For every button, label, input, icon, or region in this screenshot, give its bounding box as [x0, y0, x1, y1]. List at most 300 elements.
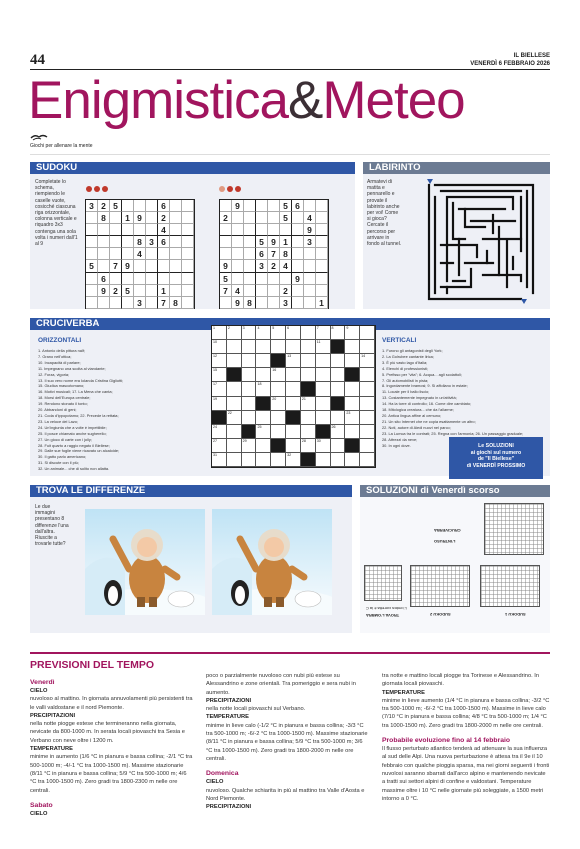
crossword-cell[interactable] [331, 411, 346, 425]
crossword-cell[interactable] [212, 354, 227, 368]
crossword-cell[interactable] [345, 382, 360, 396]
crossword-cell[interactable] [316, 382, 331, 396]
crossword-cell[interactable] [242, 411, 257, 425]
crossword-cell[interactable] [360, 453, 375, 467]
sudoku-cell[interactable] [256, 200, 268, 212]
sudoku-cell[interactable] [268, 200, 280, 212]
sudoku-grid-2[interactable] [219, 199, 329, 309]
sudoku-cell[interactable] [304, 273, 316, 285]
sudoku-cell[interactable] [316, 285, 328, 297]
sudoku-cell[interactable]: 9 [232, 200, 244, 212]
crossword-cell[interactable] [256, 340, 271, 354]
crossword-cell[interactable] [227, 411, 242, 425]
sudoku-cell[interactable] [268, 212, 280, 224]
sudoku-cell[interactable]: 2 [220, 212, 232, 224]
sudoku-cell[interactable]: 9 [98, 285, 110, 297]
sudoku-cell[interactable] [304, 297, 316, 309]
crossword-cell[interactable] [316, 453, 331, 467]
crossword-cell[interactable] [331, 354, 346, 368]
crossword-cell[interactable] [227, 354, 242, 368]
crossword-cell[interactable] [286, 340, 301, 354]
sudoku-cell[interactable] [122, 297, 134, 309]
crossword-cell[interactable] [256, 411, 271, 425]
sudoku-cell[interactable] [122, 236, 134, 248]
sudoku-cell[interactable] [182, 200, 194, 212]
crossword-cell[interactable] [360, 425, 375, 439]
crossword-number: 1 [213, 326, 215, 330]
sudoku-cell[interactable] [182, 212, 194, 224]
crossword-cell[interactable] [227, 453, 242, 467]
crossword-cell[interactable] [227, 326, 242, 340]
sudoku-cell[interactable]: 7 [110, 260, 122, 272]
crossword-cell[interactable] [286, 425, 301, 439]
sudoku-cell[interactable]: 3 [280, 297, 292, 309]
sudoku-cell[interactable]: 3 [304, 236, 316, 248]
sudoku-cell[interactable] [244, 236, 256, 248]
sudoku-cell[interactable]: 2 [110, 285, 122, 297]
sudoku-cell[interactable] [304, 200, 316, 212]
sudoku-cell[interactable] [110, 212, 122, 224]
clue-item: 32. Un animale... che di solito non allatta. [38, 466, 110, 472]
crossword-cell[interactable] [256, 326, 271, 340]
sudoku-cell[interactable] [86, 236, 98, 248]
crossword-cell[interactable] [271, 453, 286, 467]
sudoku-cell[interactable]: 1 [158, 285, 170, 297]
crossword-cell[interactable] [360, 411, 375, 425]
crossword-number: 15 [213, 368, 217, 373]
crossword-cell[interactable] [331, 326, 349, 340]
crossword-cell[interactable] [212, 425, 227, 439]
sudoku-cell[interactable] [256, 273, 268, 285]
crossword-cell[interactable] [286, 326, 301, 340]
crossword-cell[interactable] [286, 368, 301, 382]
sudoku-cell[interactable] [170, 285, 182, 297]
sudoku-cell[interactable]: 2 [280, 285, 292, 297]
sudoku-cell[interactable]: 3 [86, 200, 98, 212]
sudoku-cell[interactable] [244, 248, 256, 260]
sudoku-cell[interactable]: 9 [134, 212, 146, 224]
sudoku-cell[interactable] [316, 212, 328, 224]
sudoku-cell[interactable] [182, 285, 194, 297]
crossword-cell[interactable] [227, 439, 242, 453]
crossword-cell[interactable] [316, 397, 331, 411]
down-heading: VERTICALI [382, 337, 417, 344]
crossword-cell[interactable] [360, 397, 375, 411]
sudoku-cell[interactable] [146, 285, 158, 297]
crossword-cell[interactable] [301, 425, 316, 439]
sudoku-cell[interactable] [86, 297, 98, 309]
crossword-cell[interactable] [301, 354, 316, 368]
sudoku-cell[interactable] [170, 260, 182, 272]
clue-item: 3. È più vasto lago d'Italia; [382, 359, 428, 365]
sudoku-cell[interactable] [86, 224, 98, 236]
crossword-cell[interactable] [301, 439, 316, 453]
sudoku-cell[interactable] [268, 224, 280, 236]
crossword-cell[interactable] [331, 368, 346, 382]
crossword-number: 20 [272, 396, 277, 401]
sudoku-cell[interactable] [110, 297, 122, 309]
sudoku-cell[interactable] [86, 212, 98, 224]
crossword-cell[interactable] [256, 439, 271, 453]
sudoku-cell[interactable] [256, 224, 268, 236]
sudoku-cell[interactable] [146, 248, 158, 260]
sudoku-cell[interactable] [316, 236, 328, 248]
sudoku-cell[interactable] [316, 273, 328, 285]
sudoku-cell[interactable] [170, 273, 182, 285]
crossword-cell[interactable] [316, 368, 331, 382]
sudoku-cell[interactable] [182, 224, 194, 236]
sudoku-cell[interactable] [146, 297, 158, 309]
sudoku-cell[interactable] [158, 273, 170, 285]
sudoku-cell[interactable] [232, 248, 244, 260]
sudoku-cell[interactable] [244, 200, 256, 212]
crossword-cell[interactable] [286, 382, 301, 396]
crossword-cell[interactable] [345, 326, 360, 340]
sudoku-cell[interactable] [220, 236, 232, 248]
sudoku-cell[interactable] [98, 248, 110, 260]
sudoku-cell[interactable]: 1 [280, 236, 292, 248]
sudoku-cell[interactable]: 5 [86, 260, 98, 272]
sudoku-cell[interactable] [220, 200, 232, 212]
crossword-cell[interactable] [271, 368, 286, 382]
sudoku-cell[interactable] [304, 248, 316, 260]
crossword-cell[interactable] [227, 397, 242, 411]
sudoku-cell[interactable] [86, 248, 98, 260]
crossword-cell[interactable] [301, 368, 316, 382]
crossword-cell[interactable] [242, 368, 257, 382]
crossword-cell[interactable] [286, 439, 301, 453]
sudoku-cell[interactable] [256, 212, 268, 224]
sudoku-cell[interactable] [146, 224, 158, 236]
sudoku-cell[interactable] [110, 224, 122, 236]
difference-image-right[interactable] [212, 509, 332, 615]
sudoku-cell[interactable] [268, 273, 280, 285]
sudoku-cell[interactable]: 8 [134, 236, 146, 248]
sudoku-cell[interactable] [122, 273, 134, 285]
crossword-number: 16 [272, 368, 277, 373]
sudoku-cell[interactable]: 8 [170, 297, 182, 309]
sudoku-cell[interactable] [232, 224, 244, 236]
crossword-cell[interactable] [256, 382, 271, 396]
sudoku-cell[interactable]: 8 [98, 212, 110, 224]
sudoku-cell[interactable]: 4 [232, 285, 244, 297]
sudoku-cell[interactable] [110, 236, 122, 248]
sudoku-cell[interactable] [134, 273, 146, 285]
sudoku-cell[interactable] [158, 260, 170, 272]
clue-item: 14. Ha la torre di controllo; 16. Come dire cambiato; [382, 401, 472, 407]
sudoku-cell[interactable] [182, 273, 194, 285]
sudoku-cell[interactable]: 9 [304, 224, 316, 236]
crossword-cell[interactable] [360, 340, 375, 354]
forecast-day-heading: Venerdì [30, 679, 55, 686]
sudoku-cell[interactable] [292, 297, 304, 309]
crossword-cell[interactable] [212, 340, 227, 354]
sudoku-cell[interactable]: 3 [134, 297, 146, 309]
sudoku-cell[interactable] [304, 285, 316, 297]
sudoku-cell[interactable] [292, 212, 304, 224]
sudoku-cell[interactable]: 7 [158, 297, 170, 309]
crossword-cell[interactable] [286, 354, 301, 368]
sudoku-cell[interactable]: 9 [232, 297, 244, 309]
sudoku-cell[interactable] [232, 273, 244, 285]
crossword-cell[interactable] [345, 397, 360, 411]
solution-sudoku-2 [410, 565, 470, 607]
crossword-cell[interactable] [212, 439, 227, 453]
clue-item: 16. Motivi musicali; 17. La Mena che canta; [38, 389, 113, 395]
forecast-text: minime in lieve calo (-1/2 °C in pianura e bassa collina; -3/3 °C tra 500-1000 m; -6/-2 °C tra 1000-1500 m). Massime stazionarie (8/11 °C in pianura e bassa collina; 5/9 °C tra 500-1000 m; 3/6 °C tra 1000-1500 m). Zero gradi tra 1800-2000 m nelle ore centrali. [206, 722, 368, 762]
sudoku-cell[interactable] [244, 273, 256, 285]
sudoku-cell[interactable] [232, 260, 244, 272]
crossword-number: 26 [331, 424, 336, 429]
sudoku-cell[interactable] [292, 260, 304, 272]
crossword-cell[interactable] [301, 397, 316, 411]
sudoku-cell[interactable] [98, 297, 110, 309]
sudoku-cell[interactable] [110, 248, 122, 260]
sudoku-cell[interactable] [220, 248, 232, 260]
sudoku-cell[interactable]: 8 [280, 248, 292, 260]
sudoku-cell[interactable]: 6 [98, 273, 110, 285]
crossword-cell[interactable] [212, 382, 227, 396]
sudoku-cell[interactable] [170, 200, 182, 212]
sudoku-cell[interactable] [292, 248, 304, 260]
paper-info [470, 52, 550, 68]
sudoku-cell[interactable] [170, 212, 182, 224]
crossword-cell[interactable] [242, 382, 257, 396]
callout-line: ai giochi sul numero [470, 449, 522, 456]
crossword-number: 32 [287, 452, 292, 457]
crossword-cell[interactable] [227, 382, 242, 396]
sudoku-cell[interactable]: 5 [110, 200, 122, 212]
sudoku-cell[interactable] [232, 212, 244, 224]
forecast-column-2 [206, 672, 370, 811]
forecast-text: Il flusso perturbato atlantico tenderà ad attenuare la sua influenza al sud delle Alpi. Una nuova perturbazione è attesa tra il 9e il 10 febbraio con qualche pioggia sparsa, ma nei giorni seguenti i fronti nuvolosi saranno sbarrati dall'arco alpino e mantenendo nevicate a tratti sui settori alpini di confine e valdostani. Temperature massime oltre i 10 °C nelle giornate più soleggiate, a 1500 metri intorno a 0 °C. [382, 746, 550, 802]
sudoku-cell[interactable] [292, 285, 304, 297]
sudoku-cell[interactable] [292, 224, 304, 236]
sudoku-cell[interactable]: 2 [158, 212, 170, 224]
sudoku-cell[interactable] [220, 224, 232, 236]
callout-line: di VENERDÌ PROSSIMO [466, 462, 526, 469]
clue-item: 31. Si discute con il più; [38, 460, 79, 466]
sudoku-cell[interactable]: 9 [122, 260, 134, 272]
crossword-cell[interactable] [256, 354, 271, 368]
crossword-number: 10 [213, 340, 217, 345]
sudoku-cell[interactable]: 7 [220, 285, 232, 297]
sudoku-cell[interactable] [316, 260, 328, 272]
maze[interactable] [425, 179, 537, 305]
crossword-cell[interactable] [331, 425, 346, 439]
sudoku-cell[interactable] [244, 285, 256, 297]
crossword-cell[interactable] [286, 397, 301, 411]
sudoku-cell[interactable] [134, 200, 146, 212]
sudoku-cell[interactable] [244, 212, 256, 224]
crossword-cell[interactable] [331, 453, 346, 467]
sudoku-cell[interactable] [280, 273, 292, 285]
crossword-cell[interactable] [256, 368, 271, 382]
sudoku-cell[interactable] [122, 248, 134, 260]
sudoku-cell[interactable] [232, 236, 244, 248]
sudoku-cell[interactable] [256, 285, 268, 297]
crossword-cell[interactable] [316, 354, 331, 368]
sudoku-cell[interactable] [146, 200, 158, 212]
crossword-cell[interactable] [271, 382, 286, 396]
sudoku-cell[interactable] [244, 224, 256, 236]
crossword-cell[interactable] [345, 340, 360, 354]
crossword-black-cell [345, 439, 360, 453]
sudoku-cell[interactable] [304, 260, 316, 272]
forecast-subheading: CIELO [30, 810, 48, 817]
crossword-cell[interactable] [271, 326, 286, 340]
sudoku-cell[interactable]: 5 [122, 285, 134, 297]
crossword-cell[interactable] [212, 453, 227, 467]
crossword-cell[interactable] [301, 411, 316, 425]
sudoku-cell[interactable] [244, 260, 256, 272]
sudoku-cell[interactable] [182, 236, 194, 248]
sudoku-cell[interactable]: 3 [146, 236, 158, 248]
sudoku-cell[interactable] [316, 224, 328, 236]
sudoku-cell[interactable] [98, 260, 110, 272]
sudoku-cell[interactable]: 6 [292, 200, 304, 212]
crossword-cell[interactable] [316, 326, 331, 340]
sudoku-cell[interactable] [122, 224, 134, 236]
crossword-cell[interactable] [242, 397, 257, 411]
crossword-cell[interactable] [316, 411, 331, 425]
sudoku-cell[interactable] [268, 285, 280, 297]
sudoku-cell[interactable] [134, 224, 146, 236]
sudoku-cell[interactable]: 9 [292, 273, 304, 285]
sudoku-cell[interactable] [86, 285, 98, 297]
sudoku-cell[interactable] [182, 248, 194, 260]
sudoku-cell[interactable]: 7 [268, 248, 280, 260]
sudoku-cell[interactable] [170, 248, 182, 260]
sudoku-cell[interactable]: 4 [304, 212, 316, 224]
sudoku-cell[interactable]: 3 [256, 260, 268, 272]
forecast-text: nella notte locali piovaschi sul Verbano. [206, 706, 306, 713]
crossword-cell[interactable] [345, 411, 360, 425]
solution-label-cruciverba: CRUCIVERBA [434, 528, 461, 533]
sudoku-cell[interactable] [98, 236, 110, 248]
crossword-cell[interactable] [331, 439, 346, 453]
sudoku-cell[interactable]: 5 [220, 273, 232, 285]
sudoku-cell[interactable] [280, 224, 292, 236]
sudoku-cell[interactable] [146, 273, 158, 285]
crossword-cell[interactable] [256, 425, 271, 439]
sudoku-cell[interactable] [170, 236, 182, 248]
crossword-cell[interactable] [271, 340, 286, 354]
crossword-cell[interactable] [212, 397, 227, 411]
sudoku-cell[interactable] [268, 297, 280, 309]
issue-date: VENERDÌ 6 FEBBRAIO 2026 [470, 61, 550, 67]
crossword-number: 30 [316, 438, 321, 443]
crossword-cell[interactable] [316, 439, 331, 453]
sudoku-cell[interactable] [292, 236, 304, 248]
crossword-cell[interactable] [345, 425, 360, 439]
crossword-number: 5 [272, 326, 275, 330]
sudoku-cell[interactable]: 9 [268, 236, 280, 248]
forecast-subheading: TEMPERATURE [30, 746, 73, 753]
crossword-cell[interactable] [286, 453, 301, 467]
sudoku-cell[interactable]: 6 [158, 236, 170, 248]
crossword-number: 3 [242, 326, 245, 330]
sudoku-cell[interactable]: 4 [280, 260, 292, 272]
sudoku-cell[interactable]: 9 [220, 260, 232, 272]
sudoku-cell[interactable]: 2 [268, 260, 280, 272]
sudoku-cell[interactable]: 5 [280, 200, 292, 212]
crossword-cell[interactable] [301, 326, 316, 340]
crossword-cell[interactable] [345, 354, 360, 368]
crossword-cell[interactable] [242, 326, 260, 340]
crossword-cell[interactable] [360, 354, 375, 368]
difference-image-left[interactable] [85, 509, 205, 615]
sudoku-cell[interactable] [170, 224, 182, 236]
crossword-cell[interactable] [227, 425, 242, 439]
sudoku-cell[interactable] [122, 200, 134, 212]
crossword-grid[interactable] [211, 325, 376, 468]
crossword-cell[interactable] [271, 411, 286, 425]
crossword-cell[interactable] [360, 326, 375, 340]
crossword-cell[interactable] [345, 453, 360, 467]
crossword-cell[interactable] [227, 340, 242, 354]
crossword-cell[interactable] [360, 439, 375, 453]
sudoku-cell[interactable]: 5 [280, 212, 292, 224]
sudoku-cell[interactable]: 1 [122, 212, 134, 224]
sudoku-cell[interactable]: 6 [256, 248, 268, 260]
sudoku-cell[interactable] [134, 285, 146, 297]
crossword-cell[interactable] [212, 326, 227, 340]
sudoku-cell[interactable] [158, 248, 170, 260]
crossword-cell[interactable] [271, 397, 286, 411]
sudoku-cell[interactable]: 2 [98, 200, 110, 212]
crossword-cell[interactable] [316, 340, 331, 354]
sudoku-cell[interactable] [182, 260, 194, 272]
crossword-cell[interactable] [242, 439, 257, 453]
clue-item: 1. Antonio della pittura naïf; [38, 348, 86, 353]
sudoku-cell[interactable] [316, 200, 328, 212]
crossword-cell[interactable] [242, 453, 257, 467]
crossword-cell[interactable] [271, 425, 286, 439]
sudoku-cell[interactable] [316, 248, 328, 260]
clue-item: 20. Antica lingua affine al cemuno; [382, 412, 442, 418]
sudoku-cell[interactable] [98, 224, 110, 236]
sudoku-grid-1[interactable] [85, 199, 195, 309]
crossword-number: 7 [316, 326, 319, 330]
crossword-cell[interactable] [212, 368, 227, 382]
sudoku-cell[interactable] [110, 273, 122, 285]
solution-crossword [484, 503, 544, 555]
sudoku-cell[interactable]: 4 [134, 248, 146, 260]
sudoku-cell[interactable]: 4 [158, 224, 170, 236]
crossword-cell[interactable] [242, 354, 257, 368]
sudoku-cell[interactable]: 1 [316, 297, 328, 309]
sudoku-cell[interactable] [86, 273, 98, 285]
sudoku-cell[interactable] [256, 297, 268, 309]
sudoku-cell[interactable] [146, 260, 158, 272]
crossword-cell[interactable] [242, 340, 257, 354]
crossword-cell[interactable] [331, 382, 346, 396]
sudoku-cell[interactable] [182, 297, 194, 309]
sudoku-cell[interactable]: 8 [244, 297, 256, 309]
sudoku-cell[interactable]: 6 [158, 200, 170, 212]
crossword-cell[interactable] [256, 453, 271, 467]
crossword-cell[interactable] [360, 382, 375, 396]
sudoku-cell[interactable] [220, 297, 232, 309]
crossword-number: 14 [361, 354, 366, 359]
sudoku-cell[interactable] [146, 212, 158, 224]
sudoku-cell[interactable]: 5 [256, 236, 268, 248]
sudoku-cell[interactable] [134, 260, 146, 272]
crossword-cell[interactable] [301, 340, 316, 354]
divider [30, 154, 550, 155]
crossword-cell[interactable] [360, 368, 375, 382]
